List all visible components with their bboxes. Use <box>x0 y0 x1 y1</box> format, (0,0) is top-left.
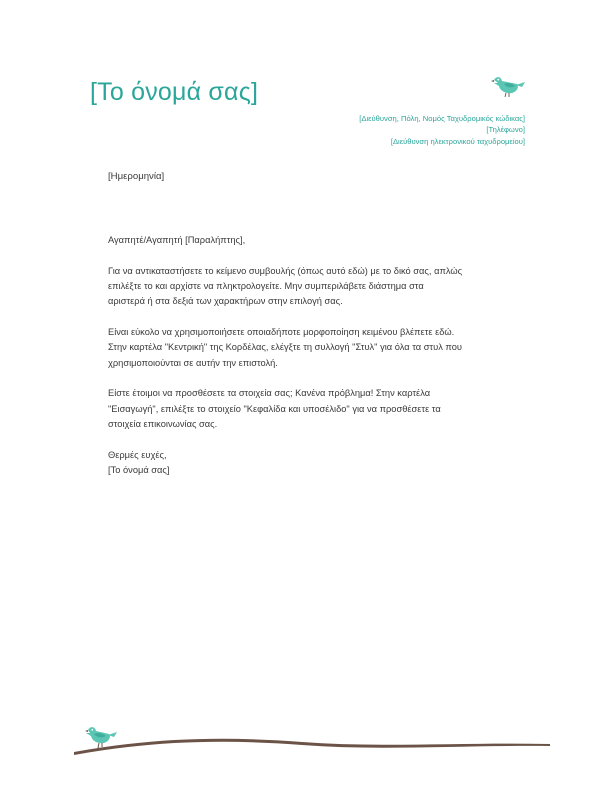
email-line[interactable]: [Διεύθυνση ηλεκτρονικού ταχυδρομείου] <box>390 136 525 146</box>
closing[interactable]: Θερμές ευχές, <box>108 449 167 460</box>
date-field[interactable]: [Ημερομηνία] <box>108 171 165 182</box>
signature[interactable]: [Το όνομά σας] <box>108 465 170 476</box>
branch-graphic <box>74 739 550 755</box>
footer-bird <box>85 727 117 748</box>
bird-on-branch-icon <box>72 712 552 764</box>
paragraph-3[interactable]: Είστε έτοιμοι να προσθέσετε τα στοιχεία σας; Κανένα πρόβλημα! Στην καρτέλα "Εισαγωγή", επιλέξτε το στοιχείο "Κεφαλίδα και υποσέλιδο" για να προσθέσετε τα στοιχεία επικοινωνίας σας. <box>108 388 441 430</box>
letter-body <box>108 233 513 479</box>
bird-icon <box>490 72 526 98</box>
phone-line[interactable]: [Τηλέφωνο] <box>486 125 525 135</box>
paragraph-1[interactable]: Για να αντικαταστήσετε το κείμενο συμβουλής (όπως αυτό εδώ) με το δικό σας, απλώς επιλέξτε το και αρχίστε να πληκτρολογείτε. Μην συμπεριλάβετε διάστημα στα αριστερά ή στα δεξιά των χαρακτήρων στην επιλογή σας. <box>108 265 463 307</box>
contact-info <box>359 113 525 147</box>
salutation[interactable]: Αγαπητέ/Αγαπητή [Παραλήπτης], <box>108 235 246 245</box>
paragraph-2[interactable]: Είναι εύκολο να χρησιμοποιήσετε οποιαδήποτε μορφοποίηση κειμένου βλέπετε εδώ. Στην καρτέλα "Κεντρική" της Κορδέλας, ελέγξτε τη συλλογή "Στυλ" για όλα τα στυλ που χρησιμοποιούνται σε αυτήν την επιστολή. <box>108 327 462 368</box>
sender-name-heading[interactable]: [Το όνομά σας] <box>90 78 259 106</box>
address-line[interactable]: [Διεύθυνση, Πόλη, Νομός Ταχυδρομικός κώδικας] <box>359 114 525 123</box>
